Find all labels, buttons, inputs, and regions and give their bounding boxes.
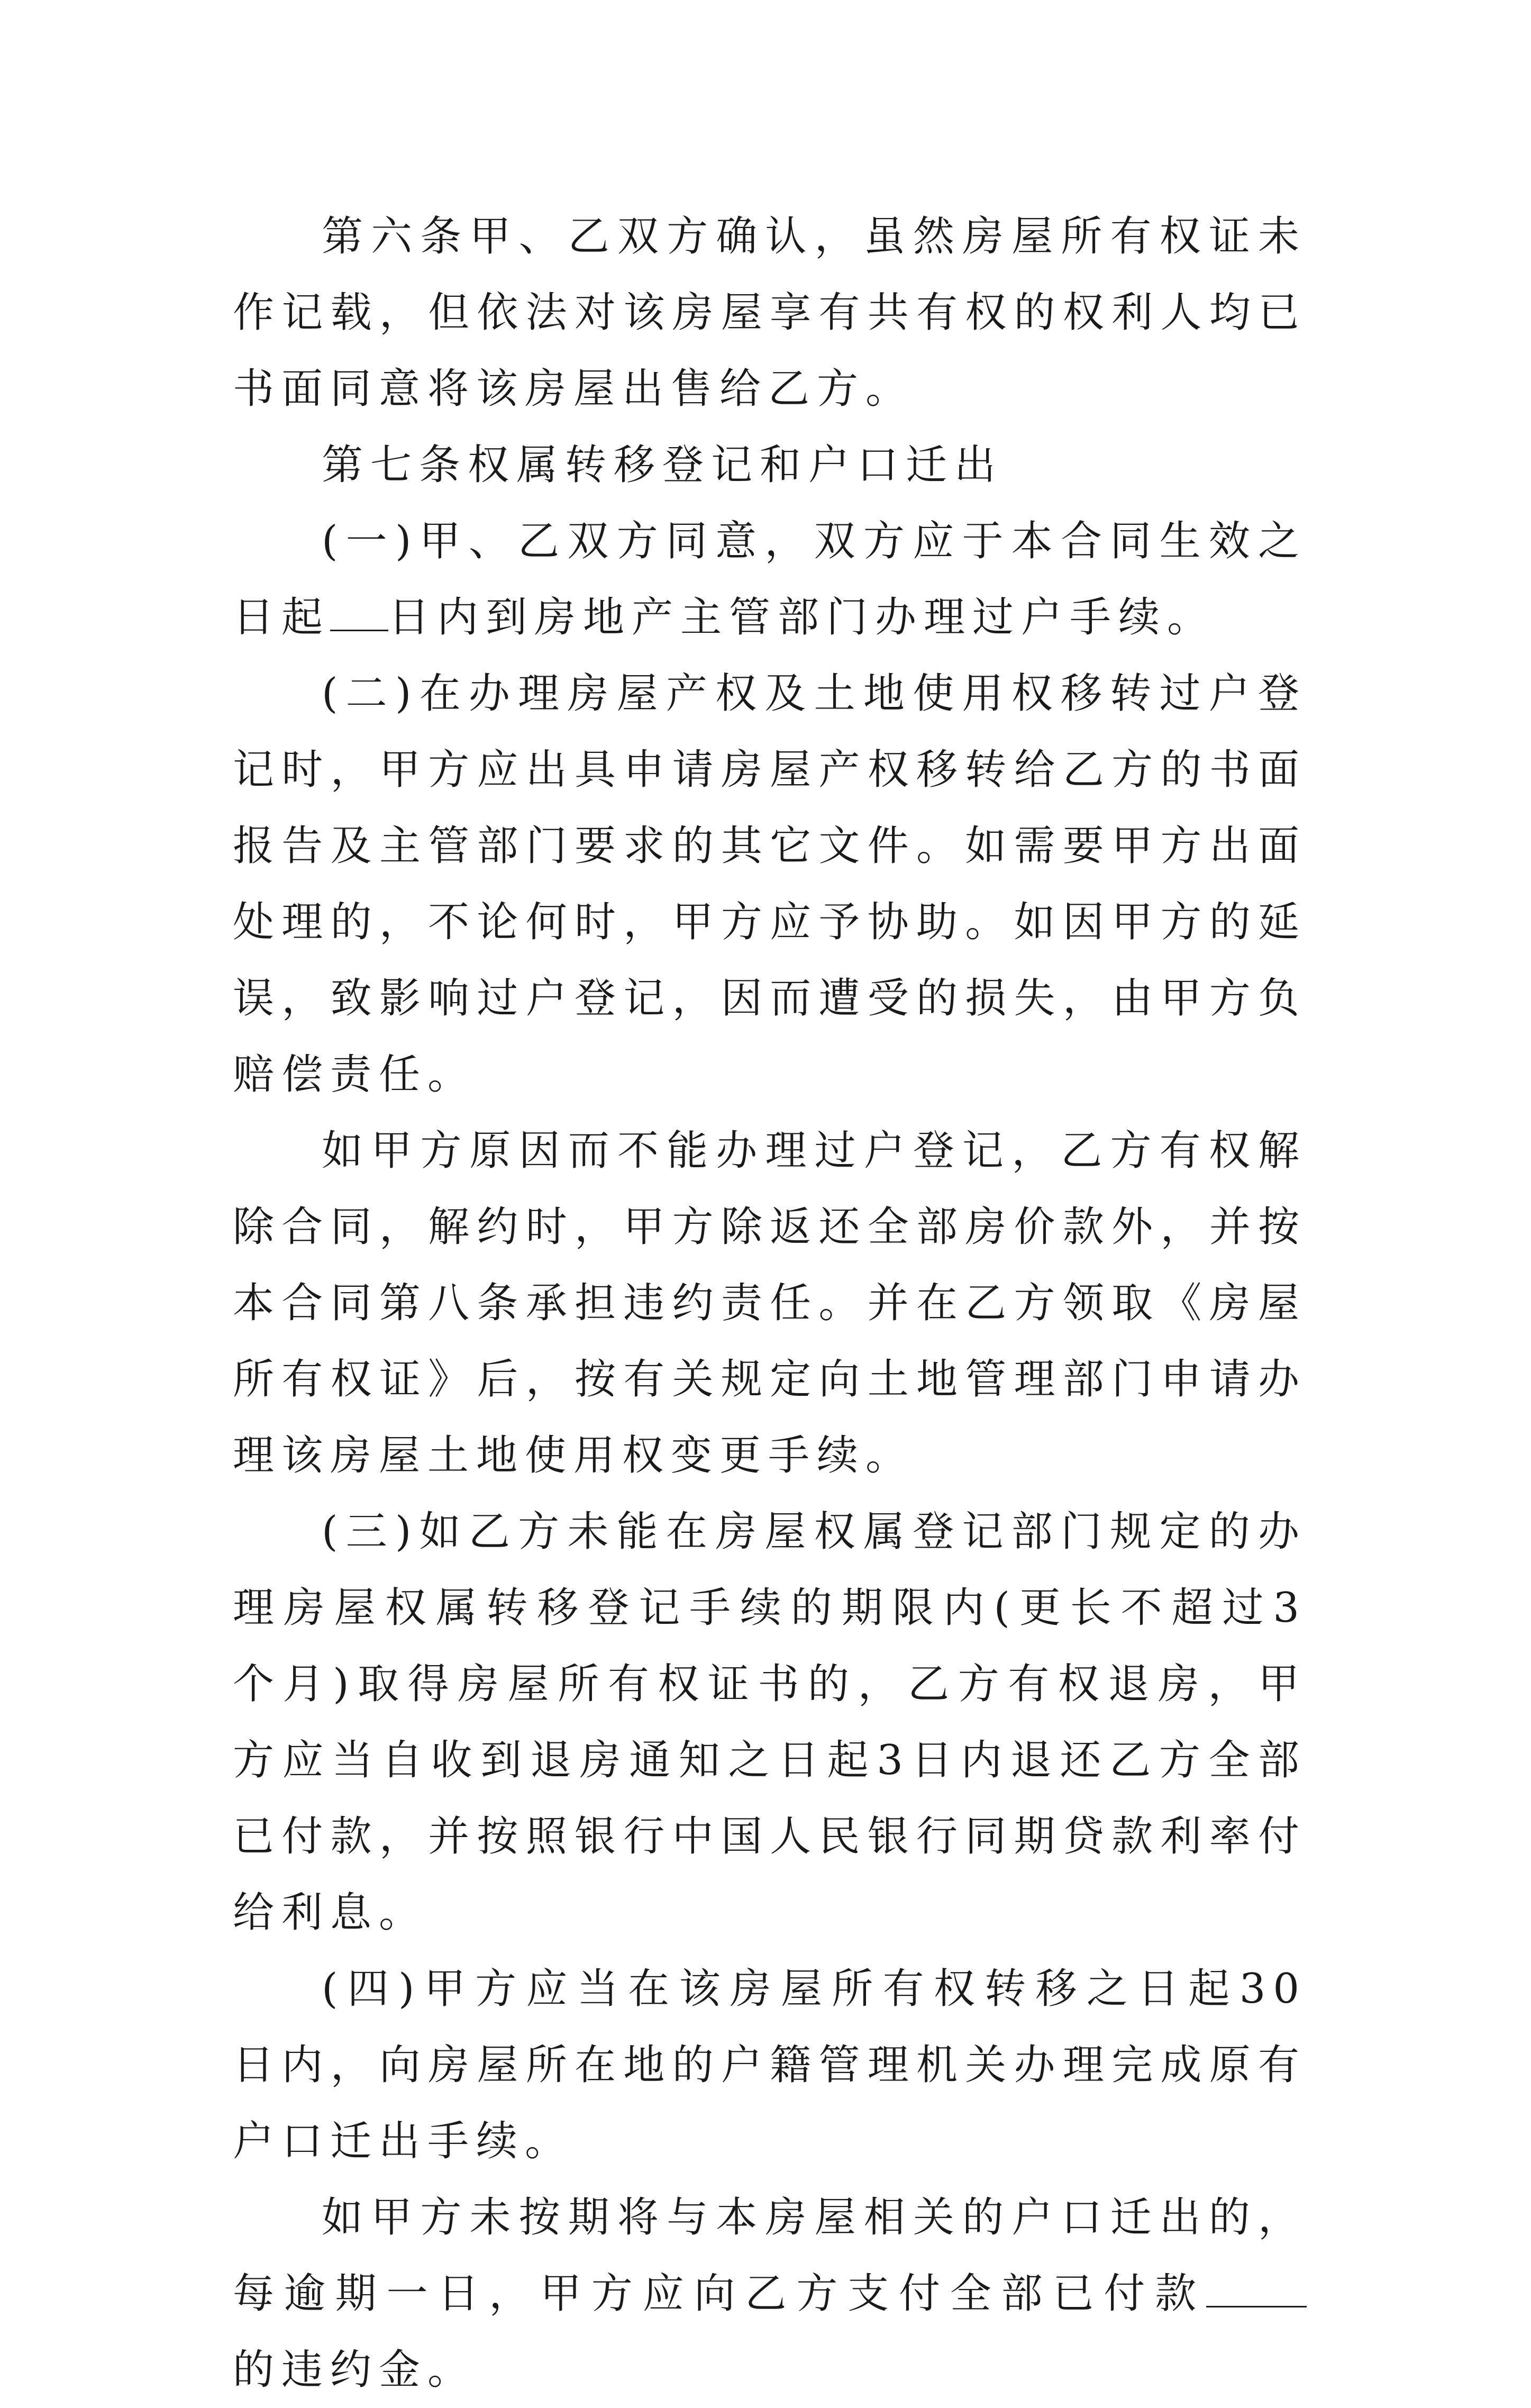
- clause-1-text-before: (一)甲、乙双方同意，双方应于本合同生效之日起: [233, 517, 1307, 641]
- clause-2-followup-paragraph: 如甲方原因而不能办理过户登记，乙方有权解除合同，解约时，甲方除返还全部房价款外，并按本合同第八条承担违约责任。并在乙方领取《房屋所有权证》后，按有关规定向土地管理部门申请办理该房屋土地使用权变更手续。: [233, 1127, 1307, 1479]
- penalty-rate-blank-field: [1206, 2271, 1307, 2307]
- article-6-paragraph: 第六条甲、乙双方确认，虽然房屋所有权证未作记载，但依法对该房屋享有共有权的权利人均已书面同意将该房屋出售给乙方。: [233, 213, 1307, 413]
- penalty-text-after: 的违约金。: [233, 2346, 477, 2394]
- document-body: [233, 198, 1307, 2408]
- clause-3-paragraph: (三)如乙方未能在房屋权属登记部门规定的办理房屋权属转移登记手续的期限内(更长不超过3个月)取得房屋所有权证书的，乙方有权退房，甲方应当自收到退房通知之日起3日内退还乙方全部已付款，并按照银行中国人民银行同期贷款利率付给利息。: [233, 1508, 1307, 1937]
- penalty-paragraph: [233, 2179, 1307, 2408]
- penalty-text-before: 如甲方未按期将与本房屋相关的户口迁出的，每逾期一日，甲方应向乙方支付全部已付款: [233, 2194, 1307, 2318]
- clause-1-paragraph: [233, 503, 1307, 656]
- article-7-heading: 第七条权属转移登记和户口迁出: [322, 441, 1004, 489]
- clause-4-paragraph: (四)甲方应当在该房屋所有权转移之日起30日内，向房屋所在地的户籍管理机关办理完成原有户口迁出手续。: [233, 1965, 1307, 2165]
- clause-1-text-after: 日内到房地产主管部门办理过户手续。: [388, 594, 1216, 641]
- days-blank-field: [330, 595, 388, 631]
- clause-2-paragraph: (二)在办理房屋产权及土地使用权移转过户登记时，甲方应出具申请房屋产权移转给乙方的书面报告及主管部门要求的其它文件。如需要甲方出面处理的，不论何时，甲方应予协助。如因甲方的延误，致影响过户登记，因而遭受的损失，由甲方负赔偿责任。: [233, 670, 1307, 1098]
